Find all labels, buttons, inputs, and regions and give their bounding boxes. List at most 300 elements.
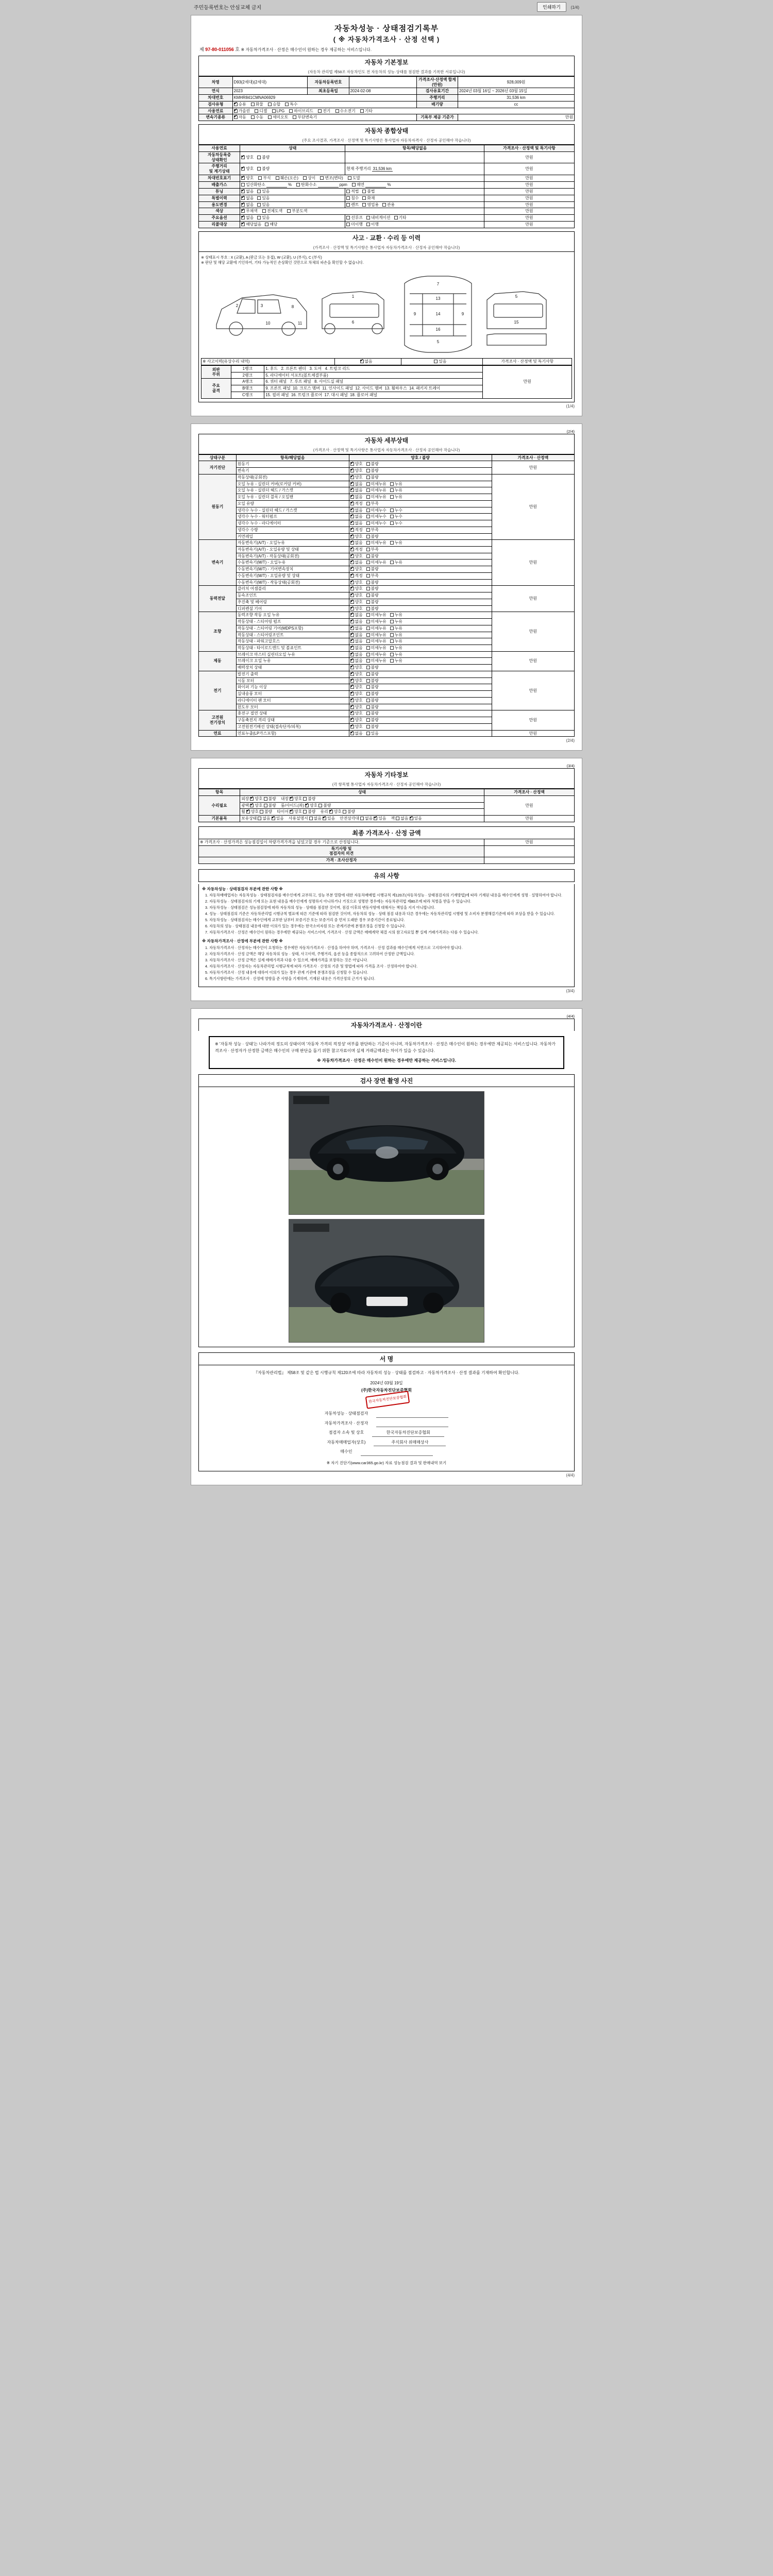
- svg-text:14: 14: [435, 312, 441, 317]
- rank-group-outer: 외판 부위: [201, 366, 231, 379]
- detail-item-label: 브레이크 마스터 실린더오일 누유: [236, 651, 349, 658]
- detail-group-price: 만원: [492, 586, 574, 612]
- page-subtitle: ( ※ 자동차가격조사 · 산정 선택 ): [333, 36, 440, 43]
- svg-text:9: 9: [461, 312, 464, 317]
- value-insurance: 만원: [458, 114, 575, 121]
- detail-item-label: 추진축 및 베어링: [236, 599, 349, 605]
- detail-item-label: 디퍼렌셜 기어: [236, 605, 349, 612]
- detail-item-label: 브레이크 오일 누유: [236, 658, 349, 665]
- rank-c-items: 15. 필러 패널 16. 트렁크 플로어 17. 대시 패널 18. 플로어 패널: [264, 392, 483, 398]
- detail-item-label: 작동상태 - 스티어링조인트: [236, 632, 349, 638]
- row-opts-emission[interactable]: 일산화탄소 % 탄화수소 ppm 매연 %: [240, 181, 484, 189]
- section-accident-title: 사고 · 교환 · 수리 등 이력: [198, 231, 575, 244]
- detail-item-label: 수동변속기(M/T) - 오일누유: [236, 560, 349, 566]
- detail-item-states[interactable]: ✔ 없음 미세누유 누유: [349, 481, 492, 487]
- row-price-special: 만원: [484, 195, 575, 202]
- row-price-tuning: 만원: [484, 189, 575, 195]
- accident-row-opts[interactable]: ✔ 없음: [334, 359, 401, 365]
- detail-item-states[interactable]: ✔ 없음 미세누유 누유: [349, 487, 492, 494]
- detail-header-4: 가격조사 · 산정액: [492, 454, 574, 461]
- detail-item-label: 윈도우 모터: [236, 704, 349, 710]
- detail-item-label: 변속기: [236, 468, 349, 474]
- inspection-photo-1[interactable]: [289, 1091, 484, 1215]
- rank-group-frame: 주요 골격: [201, 379, 231, 398]
- section-detail-title: 자동차 세부상태: [198, 434, 575, 446]
- photos-title: 검사 장면 촬영 사진: [198, 1074, 575, 1087]
- etc-basic-row[interactable]: 보유상태 없음 ✔있음 사용설명서 없음 ✔있음 안전삼각대 없음 ✔있음 잭 없음 ✔있음: [240, 816, 484, 822]
- etc-label-basic: 기본품목: [199, 816, 240, 822]
- rank-b-items: 9. 프론트 패널 10. 크로스 멤버 11. 인사이드 패널 12. 사이드 멤버 13. 휠하우스 14. 패키지 트레이: [264, 385, 483, 392]
- label-mileage: 주행거리: [416, 95, 458, 101]
- row-opts-mileage[interactable]: ✔양호 불량: [240, 163, 345, 175]
- detail-item-states[interactable]: ✔ 양호 불량: [349, 533, 492, 540]
- detail-item-states[interactable]: ✔ 양호 불량: [349, 592, 492, 599]
- section-etc-title: 자동차 기타정보: [198, 768, 575, 781]
- signature-row: [203, 1448, 570, 1456]
- rank-1-label: 1랭크: [231, 366, 264, 372]
- mileage-readout: 31,536 km: [373, 166, 392, 171]
- svg-text:11: 11: [297, 321, 303, 326]
- caution-highlight: ※ 자동차가격조사 · 산정은 매수인이 원하는 경우에만 제공하는 서비스입니다.: [316, 1058, 456, 1063]
- notice-item: 4. 자동차가격조사 · 산정자는 자동차관리법 시행규칙에 따라 가격조사 · 산정의 기준 및 방법에 따라 가격을 조사 · 산정하여야 합니다.: [209, 964, 571, 969]
- value-disp: cc: [458, 101, 575, 108]
- detail-group-label: 연료: [199, 730, 237, 737]
- detail-item-states[interactable]: ✔ 양호 불량: [349, 605, 492, 612]
- etc-header-2: 가격조사 · 산정액: [484, 789, 575, 796]
- overall-header-0: 사용연료: [199, 145, 240, 152]
- notice-section: [198, 869, 575, 987]
- row-opts-option[interactable]: ✔ 없음 있음: [240, 215, 345, 222]
- notice-sec1-title: ※ 자동차성능 · 상태점검자 부분에 관한 사항 ※: [202, 886, 283, 891]
- etc-header-0: 항목: [199, 789, 240, 796]
- page-indicator: (1/4): [570, 5, 579, 10]
- rank-2-label: 2랭크: [231, 372, 264, 379]
- detail-table: [198, 454, 575, 737]
- row-label-vin: 차대번호표기: [199, 175, 240, 181]
- detail-group-label: 동력전달: [199, 586, 237, 612]
- company-stamp: 한국자동차진단보증협회: [365, 1391, 410, 1409]
- row-extra-mileage: 현재 주행거리 31,536 km: [345, 163, 484, 175]
- rank-price: 만원: [483, 366, 572, 399]
- page-mark-3: (3/4): [566, 988, 575, 993]
- detail-item-states[interactable]: ✔ 없음 미세누유 누유: [349, 645, 492, 651]
- row-sub-tuning[interactable]: 적법 불법: [345, 189, 484, 195]
- detail-group-price: 만원: [492, 461, 574, 474]
- detail-header-1: 항목/해당없음: [236, 454, 349, 461]
- detail-item-states[interactable]: ✔ 양호 불량: [349, 684, 492, 691]
- page-mark-1: (1/4): [566, 403, 575, 409]
- row-price-vin: 만원: [484, 175, 575, 181]
- etc-repair-row-3[interactable]: 휠 ✔양호 불량 타이어 ✔양호 불량 유리 ✔양호 불량: [240, 809, 484, 816]
- label-fuel: 사용연료: [199, 108, 233, 114]
- etc-repair-row-1[interactable]: 외장 ✔양호 불량 내장 ✔양호 불량: [240, 796, 484, 803]
- svg-text:13: 13: [435, 296, 441, 301]
- notice-item: 1. 자동차가격조사 · 산정자는 매수인이 요청하는 경우에만 자동차가격조사 · 산정을 하여야 하며, 가격조사 · 산정 결과를 매수인에게 서면으로 고지하여야 합니다.: [209, 945, 571, 951]
- notice-item: 2. 자동차가격조사 · 산정 금액은 해당 자동차의 성능 · 상태, 사고이력, 주행거리, 옵션 등을 종합적으로 고려하여 산정한 금액입니다.: [209, 952, 571, 957]
- detail-item-label: 연료누출(LP가스포함): [236, 730, 349, 737]
- caution-box: [209, 1036, 564, 1069]
- sign-title: 서 명: [198, 1352, 575, 1365]
- svg-text:16: 16: [435, 327, 441, 332]
- detail-item-states[interactable]: ✔ 양호 불량: [349, 586, 492, 592]
- detail-header-0: 상태구분: [199, 454, 237, 461]
- detail-group-label: 조향: [199, 612, 237, 651]
- page-3: [191, 758, 582, 1001]
- label-first-reg: 최초등록일: [308, 88, 349, 95]
- diagram-legend-1: ※ 상태표시 부호 : X (교환), A (판금 또는 용접), W (교환), U (부식), C (부식): [201, 255, 322, 260]
- car-damage-diagram[interactable]: [206, 268, 567, 355]
- signature-row: [203, 1420, 570, 1428]
- row-label-reg: 자동차등록증 상태확인: [199, 151, 240, 163]
- label-reg-no: 자동차등록번호: [308, 77, 349, 88]
- sign-date: 2024년 03월 19일: [370, 1380, 403, 1385]
- privacy-warning: 주민등록번호는 안심교체 금지: [194, 5, 262, 11]
- row-opts-reg[interactable]: ✔양호 불량: [240, 151, 345, 163]
- notice-item: 5. 자동차가격조사 · 산정 내용에 대하여 이의가 있는 경우 관계 기관에 분쟁조정을 신청할 수 있습니다.: [209, 970, 571, 975]
- row-label-special: 특별이력: [199, 195, 240, 202]
- diagram-legend-2: ※ 판단 및 해당 교환에 기인하여, 기타 가능적인 손상확인 것만으로 차체의 파손을 확인할 수 없습니다.: [201, 260, 364, 265]
- svg-text:5: 5: [436, 340, 440, 345]
- section-detail-note: (가격조사 · 산정액 및 특기사항은 통사업자 자동차가격조사 · 산정자 공인해야 작습니다): [198, 446, 575, 454]
- detail-item-label: 냉각수 누수 - 라디에이터: [236, 520, 349, 527]
- row-price-reg: 만원: [484, 151, 575, 163]
- caution-title: 자동차가격조사 · 산정이란: [198, 1019, 575, 1031]
- etc-basic-price: 만원: [484, 816, 575, 822]
- sign-statement: 『자동차관리법』 제58조 및 같은 법 시행규칙 제120조에 따라 자동차의 성능 · 상태를 점검하고 · 자동차가격조사 · 산정 결과를 기재하여 확인합니다.: [254, 1370, 519, 1376]
- detail-item-states[interactable]: ✔ 양호 불량: [349, 691, 492, 698]
- detail-row: [199, 730, 575, 737]
- detail-item-states[interactable]: ✔ 양호 불량: [349, 474, 492, 481]
- detail-item-states[interactable]: ✔ 적정 부족: [349, 572, 492, 579]
- row-opts-special[interactable]: ✔ 없음 있음: [240, 195, 345, 202]
- signature-value[interactable]: 주식회사 위매매상사: [374, 1439, 446, 1447]
- detail-item-label: 자동변속기(A/T) - 오일유량 및 상태: [236, 546, 349, 553]
- detail-item-label: 고전원전기배선 상태(접속단자/피복): [236, 723, 349, 730]
- detail-item-label: 작동상태(공회전): [236, 474, 349, 481]
- value-fuel-options[interactable]: ✔ 가솔린 디젤 LPG 하이브리드 전기 수소전기 기타: [232, 108, 574, 114]
- caution-body: ※ '자동차 성능 · 상태'는 나라가의 정도의 상태이며 '자동차 가격의 적정성' 여부를 판단하는 기준이 아니며, 자동차가격조사 · 산정은 매수인이 원하는 경우에만 제공되는 서비스입니다. 자동차가격조사 · 산정자가 산정한 금액은 매수인의 구매 판단을 돕기 위한 참고자료이며 실제 거래금액과는 차이가 있을 수 있습니다.: [215, 1041, 556, 1053]
- notice-sec2-title: ※ 자동차가격조사 · 산정에 부분에 관한 사항 ※: [202, 939, 283, 944]
- row-label-usage: 용도변경: [199, 201, 240, 208]
- accident-row-opts2[interactable]: 있음: [401, 359, 483, 365]
- detail-group-price: 만원: [492, 730, 574, 737]
- row-label-mileage: 주행거리 및 계기상태: [199, 163, 240, 175]
- rank-2-items: 5. 라디에이터 서포트(볼트체결부품): [264, 372, 483, 379]
- detail-item-states[interactable]: ✔ 없음 미세누유 누유: [349, 632, 492, 638]
- signature-row: [203, 1439, 570, 1447]
- detail-item-states[interactable]: ✔ 적정 부족: [349, 527, 492, 533]
- label-sale: 검사유효기간: [416, 88, 458, 95]
- detail-item-label: 수동변속기(M/T) - 작동상태(공회전): [236, 579, 349, 586]
- signature-label: 점검자 소속 및 상호: [328, 1430, 364, 1435]
- detail-item-label: 배력장치 상태: [236, 665, 349, 671]
- detail-item-states[interactable]: ✔ 양호 불량: [349, 665, 492, 671]
- detail-item-states[interactable]: ✔ 없음 미세누유 누유: [349, 638, 492, 645]
- svg-text:9: 9: [413, 312, 416, 317]
- row-opts-recall[interactable]: ✔ 해당없음 해당: [240, 221, 345, 228]
- detail-item-states[interactable]: ✔ 없음 미세누유 누유: [349, 612, 492, 619]
- detail-item-states[interactable]: ✔ 없음 미세누수 누수: [349, 507, 492, 514]
- detail-header-2: 양호 / 불량: [349, 454, 492, 461]
- print-button[interactable]: 인쇄하기: [537, 2, 566, 12]
- detail-item-states[interactable]: ✔ 양호 불량: [349, 677, 492, 684]
- section-overall-note: (주요 조사결과, 가격조사 · 산정액 및 특기사항은 통사업자 자동차자격사 · 산정자 공인해야 작습니다): [198, 137, 575, 145]
- detail-item-label: 오일 누유 - 실린더 헤드 / 가스켓: [236, 487, 349, 494]
- detail-item-states[interactable]: ✔ 없음 미세누수 누수: [349, 520, 492, 527]
- row-extra-reg: [345, 151, 484, 163]
- assessor-value: [484, 857, 575, 864]
- detail-item-label: 수동변속기(M/T) - 기어변속장치: [236, 566, 349, 573]
- notice-item: 3. 자동차가격조사 · 산정 금액은 실제 매매가격과 다를 수 있으며, 매매가격을 보장하는 것은 아닙니다.: [209, 958, 571, 963]
- label-price: 가격조사·산정액 합계(만원): [416, 77, 458, 88]
- label-car-name: 차명: [199, 77, 233, 88]
- detail-group-price: 만원: [492, 612, 574, 651]
- detail-item-states[interactable]: ✔ 양호 불량: [349, 704, 492, 710]
- detail-group-label: 변속기: [199, 540, 237, 586]
- value-type-options[interactable]: ✔ 승용 화물 승합 특수: [232, 101, 416, 108]
- notice-item: 6. 자동차의 성능 · 상태점검 내용에 대한 이의가 있는 경우에는 한국소비자원 또는 관계기관에 분쟁조정을 신청할 수 있습니다.: [209, 924, 571, 929]
- row-opts-tuning[interactable]: ✔ 없음 있음: [240, 189, 345, 195]
- detail-item-label: 오일 누유 - 실린더 블록 / 오일팬: [236, 494, 349, 501]
- detail-group-price: 만원: [492, 540, 574, 586]
- detail-item-label: 냉각수 누수 - 실린더 헤드 / 가스켓: [236, 507, 349, 514]
- row-opts-color[interactable]: ✔ 무채색 전체도색 부분도색: [240, 208, 484, 215]
- svg-text:8: 8: [291, 304, 294, 310]
- overall-header-2: 항목/해당없음: [345, 145, 484, 152]
- detail-item-label: 동력조향 작동 오일 누유: [236, 612, 349, 619]
- page-2: [191, 423, 582, 751]
- row-label-color: 색상: [199, 208, 240, 215]
- detail-row: [199, 474, 575, 481]
- photos-area: [198, 1087, 575, 1347]
- value-year: 2023: [232, 88, 308, 95]
- row-label-recall: 리콜대상: [199, 221, 240, 228]
- row-label-tuning: 튜닝: [199, 189, 240, 195]
- page-1: [191, 15, 582, 416]
- etc-repair-price: 만원: [484, 796, 575, 816]
- inspection-photo-2[interactable]: [289, 1219, 484, 1343]
- signature-value[interactable]: [376, 1420, 448, 1428]
- docno-value: 97-80-011056: [205, 47, 234, 52]
- value-vin: KMHR841CMNA06929: [232, 95, 416, 101]
- row-sub-recall[interactable]: 미이행 이행: [345, 221, 484, 228]
- row-sub-special[interactable]: 침수 화재: [345, 195, 484, 202]
- detail-item-label: 자동변속기(A/T) - 오일누유: [236, 540, 349, 547]
- detail-item-label: 시동 모터: [236, 677, 349, 684]
- detail-item-states[interactable]: ✔ 없음 미세누수 누수: [349, 514, 492, 520]
- detail-item-states[interactable]: ✔ 적정 부족: [349, 500, 492, 507]
- detail-item-states[interactable]: ✔ 없음 미세누유 누유: [349, 651, 492, 658]
- detail-item-label: 라디에이터 팬 모터: [236, 697, 349, 704]
- detail-group-label: 원동기: [199, 474, 237, 539]
- notice-item: 1. 자동차매매업자는 자동차성능 · 상태점검자를 매수인에게 교부하고, 성능 부분 열람에 대한 자동차매매법 시행규칙 제120조(자동차성능 · 상태점검자의 기재방법)에 따라 기재된 내용을 매수인에게 성명 · 설명하여야 합니다.: [209, 893, 571, 898]
- label-disp: 배기량: [416, 101, 458, 108]
- value-sale: 2024년 03월 16일 ~ 2026년 03월 15일: [458, 88, 575, 95]
- notice-item: 6. 특기사항란에는 가격조사 · 산정에 영향을 준 사항을 기재하며, 기재된 내용은 가격산정의 근거가 됩니다.: [209, 976, 571, 981]
- detail-item-states[interactable]: ✔ 없음 미세누유 누유: [349, 625, 492, 632]
- detail-item-label: 오일 유량: [236, 500, 349, 507]
- detail-item-states[interactable]: ✔ 없음 미세누유 누유: [349, 658, 492, 665]
- detail-item-states[interactable]: ✔ 양호 불량: [349, 717, 492, 724]
- page-mark-2: (2/4): [566, 738, 575, 743]
- accident-row-label: ※ 사고이력(유상수리 내역): [201, 359, 335, 365]
- etc-repair-row-2[interactable]: 광택 ✔양호 불량 룸/사이드(좌) ✔양호 불량: [240, 802, 484, 809]
- detail-item-states[interactable]: ✔ 양호 불량: [349, 553, 492, 560]
- detail-item-states[interactable]: ✔ 양호 불량: [349, 723, 492, 730]
- detail-row: [199, 612, 575, 619]
- detail-item-label: 원동기: [236, 461, 349, 468]
- detail-group-label: 고전원 전기장치: [199, 710, 237, 730]
- notice-body: [198, 884, 575, 987]
- docno-note: ※ 자동차가격조사 · 산정은 매수인이 원하는 경우 제공하는 서비스입니다.: [241, 47, 372, 52]
- notice-list-2: [209, 945, 571, 981]
- notice-item: 4. 성능 · 상태점검의 기준은 자동차관리법 시행규칙 별표에 따른 기준에 따라 점검한 것이며, 자동차의 성능 · 상태 점검 내용과 다른 경우에는 자동차관리법 시행령 및 소비자 분쟁해결기준에 따라 보상을 받을 수 있습니다.: [209, 911, 571, 917]
- row-sub-usage[interactable]: 렌트 영업용 관용: [345, 201, 484, 208]
- detail-item-states[interactable]: ✔ 없음 미세누유 누유: [349, 540, 492, 547]
- svg-text:10: 10: [265, 321, 271, 326]
- overall-header-1: 상태: [240, 145, 345, 152]
- detail-item-label: 작동상태 - 타이로드엔드 및 볼죠인트: [236, 645, 349, 651]
- row-price-emission: 만원: [484, 181, 575, 189]
- detail-item-states[interactable]: ✔ 없음 미세누유 누유: [349, 560, 492, 566]
- page-mark-4: (4/4): [566, 1472, 575, 1478]
- row-price-color: 만원: [484, 208, 575, 215]
- detail-item-states[interactable]: ✔ 양호 불량: [349, 710, 492, 717]
- rank-c-label: C랭크: [231, 392, 264, 398]
- row-price-usage: 만원: [484, 201, 575, 208]
- detail-item-label: 냉각수 누수 - 워터펌프: [236, 514, 349, 520]
- assessor-label: 가격 · 조사산정자: [199, 857, 484, 864]
- signature-label: 매수인: [340, 1449, 352, 1454]
- detail-item-states[interactable]: ✔ 없음 있음: [349, 730, 492, 737]
- notice-title: 유의 사항: [198, 869, 575, 882]
- row-price-mileage: 만원: [484, 163, 575, 175]
- row-sub-option[interactable]: 선루프 내비게이션 기타: [345, 215, 484, 222]
- detail-item-label: 클러치 어셈블리: [236, 586, 349, 592]
- value-transmission-options[interactable]: ✔ 자동 수동 세미오토 무단변속기: [232, 114, 416, 121]
- detail-item-label: 오일 누유 - 실린더 커버(로커암 커버): [236, 481, 349, 487]
- value-price: 928,009원: [458, 77, 575, 88]
- detail-item-label: 발전기 출력: [236, 671, 349, 677]
- rank-b-label: B랭크: [231, 385, 264, 392]
- row-price-recall: 만원: [484, 221, 575, 228]
- rank-a-label: A랭크: [231, 379, 264, 385]
- signature-value[interactable]: 한국자동차진단보증협회: [372, 1429, 444, 1437]
- signature-label: 자동차성능 · 상태점검자: [324, 1411, 368, 1416]
- detail-item-states[interactable]: ✔ 양호 불량: [349, 697, 492, 704]
- svg-text:1: 1: [351, 294, 355, 299]
- svg-text:3: 3: [260, 303, 263, 309]
- detail-group-price: 만원: [492, 671, 574, 710]
- detail-item-label: 자동변속기(A/T) - 작동상태(공회전): [236, 553, 349, 560]
- detail-item-states[interactable]: ✔ 적정 부족: [349, 546, 492, 553]
- detail-item-label: 작동상태 - 파워고압호스: [236, 638, 349, 645]
- detail-item-label: 등속조인트: [236, 592, 349, 599]
- value-first-reg: 2024-02-08: [349, 88, 416, 95]
- notice-list-1: [209, 893, 571, 935]
- detail-item-label: 충전구 절연 상태: [236, 710, 349, 717]
- svg-text:2: 2: [236, 303, 239, 309]
- detail-item-label: 수동변속기(M/T) - 오일유량 및 상태: [236, 572, 349, 579]
- detail-item-states[interactable]: ✔ 양호 불량: [349, 468, 492, 474]
- detail-table-body: [199, 461, 575, 737]
- value-car-name: D93(2세대)(2세대): [232, 77, 308, 88]
- detail-row: [199, 710, 575, 717]
- page-title: 자동차성능 · 상태점검기록부: [334, 24, 439, 33]
- row-price-option: 만원: [484, 215, 575, 222]
- detail-group-label: 자기진단: [199, 461, 237, 474]
- row-opts-vin[interactable]: ✔ 양호 부식 훼손(오손) 상이 변조(변타) 도말: [240, 175, 484, 181]
- signature-value[interactable]: [361, 1448, 433, 1456]
- detail-item-label: 작동상태 - 스티어링 펌프: [236, 619, 349, 625]
- detail-item-states[interactable]: ✔ 양호 불량: [349, 671, 492, 677]
- final-price-table: [198, 839, 575, 864]
- overall-table: [198, 145, 575, 228]
- row-opts-usage[interactable]: ✔ 없음 있음: [240, 201, 345, 208]
- accident-row-price-header: 가격조사 · 산정액 및 특기사항: [483, 359, 572, 365]
- page-mark-3-top: (3/4): [566, 764, 575, 769]
- detail-group-price: 만원: [492, 474, 574, 539]
- detail-row: [199, 586, 575, 592]
- sign-footer: ※ 자기 진단기(www.car365.go.kr) 자료 성능점검 결과 및 판매내역 보기: [326, 1460, 447, 1465]
- detail-item-states[interactable]: ✔ 양호 불량: [349, 566, 492, 573]
- sign-company: (주)한국자동차진단보증협회: [361, 1387, 412, 1393]
- signature-label: 자동차가격조사 · 산정자: [324, 1420, 368, 1426]
- topbar: [191, 0, 582, 13]
- detail-item-states[interactable]: ✔ 없음 미세누유 누유: [349, 494, 492, 501]
- svg-text:6: 6: [351, 320, 355, 325]
- label-type: 검사유형: [199, 101, 233, 108]
- section-accident-note: (가격조사 · 산정액 및 특기사항은 통사업자 자동차가격조사 · 산정자 공인해야 작습니다): [198, 244, 575, 252]
- section-basic-title: 자동차 기본정보: [198, 56, 575, 68]
- detail-item-label: 냉각수 수량: [236, 527, 349, 533]
- detail-item-states[interactable]: ✔ 양호 불량: [349, 579, 492, 586]
- notice-item: 3. 자동차성능 · 상태점검은 성능점검장에 따라 자동차의 성능 · 상태를 점검한 것이며, 점검 이후의 변동사항에 대해서는 책임을 지지 아니합니다.: [209, 905, 571, 910]
- label-transmission: 변속기종류: [199, 114, 233, 121]
- sign-body: [198, 1365, 575, 1471]
- label-vin: 차대번호: [199, 95, 233, 101]
- signature-row: [203, 1410, 570, 1418]
- overall-header-3: 가격조사 · 산정액 및 특기사항: [484, 145, 575, 152]
- etc-header-1: 상태: [240, 789, 484, 796]
- detail-group-label: 전기: [199, 671, 237, 710]
- value-mileage: 31,536 km: [458, 95, 575, 101]
- signature-label: 자동차매매업자(상호): [327, 1439, 366, 1445]
- signature-value[interactable]: [376, 1410, 448, 1418]
- special-note-label: 특기사항 및 점검자의 의견: [199, 845, 484, 857]
- detail-row: [199, 651, 575, 658]
- detail-group-price: 만원: [492, 651, 574, 671]
- detail-item-label: 실내송풍 모터: [236, 691, 349, 698]
- final-price-title: 최종 가격조사 · 산정 금액: [198, 826, 575, 839]
- panel-rank-table: [201, 365, 572, 399]
- detail-item-states[interactable]: ✔ 양호 불량: [349, 599, 492, 605]
- detail-item-states[interactable]: ✔ 양호 불량: [349, 461, 492, 468]
- final-price-value: 만원: [484, 839, 575, 845]
- row-label-emission: 배출가스: [199, 181, 240, 189]
- notice-item: 5. 자동차성능 · 상태점검자는 매수인에게 교부한 날부터 보증기간 또는 보증거리 중 먼저 도래한 경우 보증기간이 종료됩니다.: [209, 918, 571, 923]
- special-note-value[interactable]: [484, 845, 575, 857]
- rank-a-items: 6. 쿼터 패널 7. 루프 패널 8. 사이드실 패널: [264, 379, 483, 385]
- section-etc-note: (각 항목별 통사업자 자동차가격조사 · 산정자 공인해야 작습니다): [198, 781, 575, 789]
- signature-row: [203, 1429, 570, 1437]
- notice-item: 2. 자동차성능 · 상태점검자의 기재 또는 표현 내용을 매수인에게 성명하지 아니하거나 거짓으로 성명한 경우에는 자동차관리법 제80조에 따라 처벌을 받을 수 있습니다.: [209, 899, 571, 904]
- etc-table: [198, 789, 575, 822]
- section-basic-note: (자동차 관리법 제58조 자동차인도 전 자동차의 성능·상태를 점검한 결과를 기록한 서류입니다): [198, 68, 575, 76]
- detail-item-states[interactable]: ✔ 없음 미세누유 누유: [349, 619, 492, 625]
- sign-rows: [203, 1410, 570, 1456]
- detail-item-label: 구동축전지 격리 상태: [236, 717, 349, 724]
